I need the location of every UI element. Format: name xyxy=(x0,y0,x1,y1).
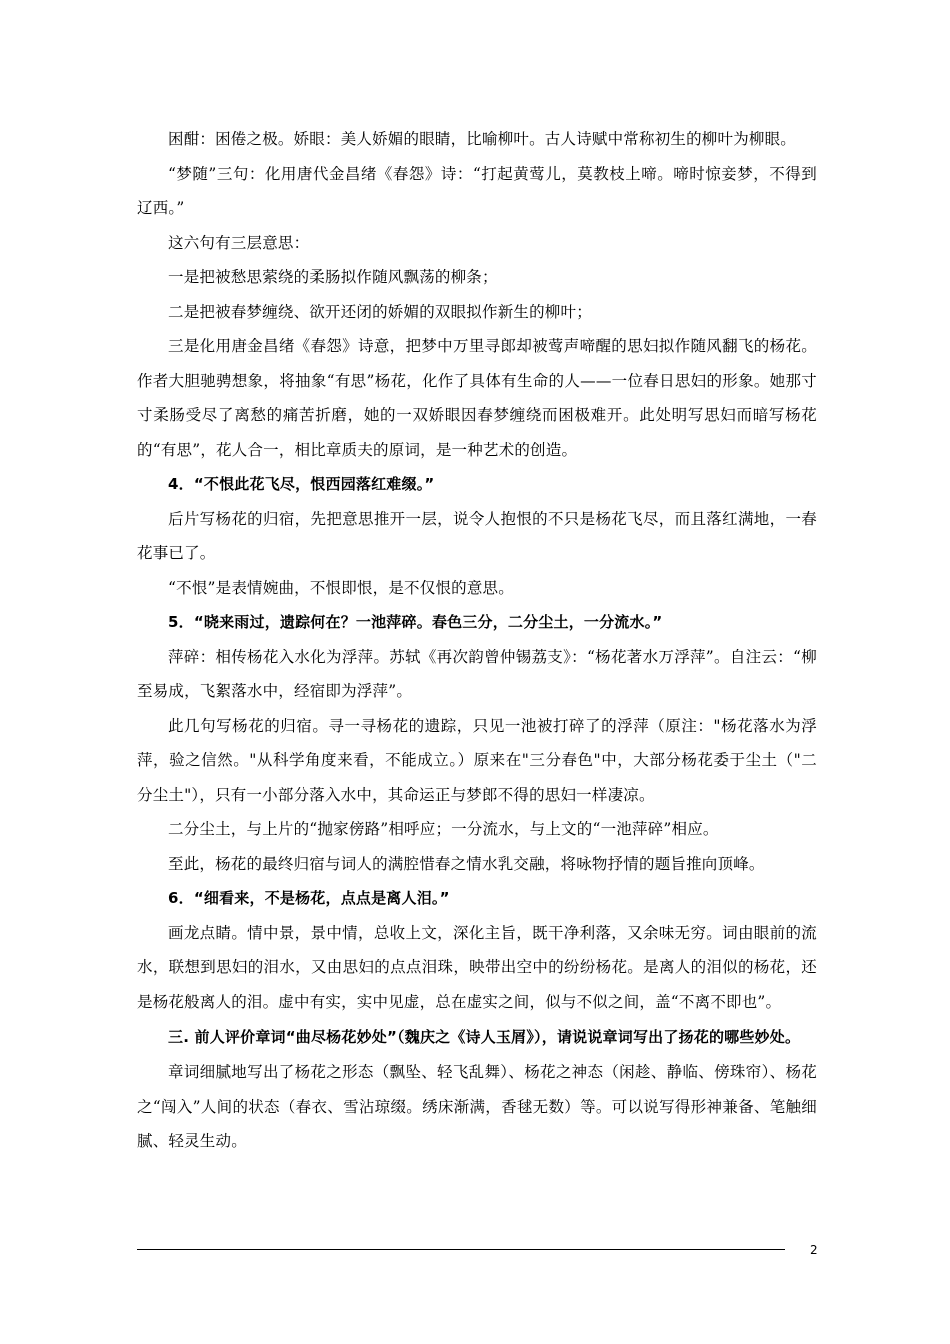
paragraph: 萍碎：相传杨花入水化为浮萍。苏轼《再次韵曾仲锡荔支》：“杨花著水万浮萍”。自注云：“柳至易成，飞絮落水中，经宿即为浮萍”。 xyxy=(137,647,817,700)
paragraph: “梦随”三句：化用唐代金昌绪《春怨》诗：“打起黄莺儿，莫教枝上啼。啼时惊妾梦，不得到辽西。” xyxy=(137,164,817,217)
paragraph: 这六句有三层意思： xyxy=(168,233,310,252)
paragraph: “不恨”是表情婉曲，不恨即恨，是不仅恨的意思。 xyxy=(168,578,514,597)
paragraph: 后片写杨花的归宿，先把意思推开一层，说令人抱恨的不只是杨花飞尽，而且落红满地，一春花事已了。 xyxy=(137,509,817,562)
paragraph: 画龙点睛。情中景，景中情，总收上文，深化主旨，既干净利落，又余味无穷。词由眼前的流水，联想到思妇的泪水，又由思妇的点点泪珠，映带出空中的纷纷杨花。是离人的泪似的杨花，还是杨花般离人的泪。虚中有实，实中见虚，总在虚实之间，似与不似之间，盖“不离不即也”。 xyxy=(137,923,817,1011)
section-heading: 4．“不恨此花飞尽，恨西园落红难缀。” xyxy=(168,475,435,493)
question-heading: 三. 前人评价章词“曲尽杨花妙处”（魏庆之《诗人玉屑》），请说说章词写出了扬花的哪些妙处。 xyxy=(168,1028,801,1046)
paragraph: 章词细腻地写出了杨花之形态（飘坠、轻飞乱舞）、杨花之神态（闲趁、静临、傍珠帘）、杨花之“闯入”人间的状态（春衣、雪沾琼缀。绣床渐满，香毬无数）等。可以说写得形神兼备、笔触细腻、轻灵生动。 xyxy=(137,1063,817,1150)
paragraph: 困酣：困倦之极。娇眼：美人娇媚的眼睛，比喻柳叶。古人诗赋中常称初生的柳叶为柳眼。 xyxy=(168,130,797,148)
paragraph: 二分尘土，与上片的“抛家傍路”相呼应；一分流水，与上文的“一池萍碎”相应。 xyxy=(168,820,719,838)
section-heading: 6．“细看来，不是杨花，点点是离人泪。” xyxy=(168,889,450,907)
paragraph: 此几句写杨花的归宿。寻一寻杨花的遗踪，只见一池被打碎了的浮萍（原注："杨花落水为浮萍，验之信然。"从科学角度来看，不能成立。）原来在"三分春色"中，大部分杨花委于尘土（"二分尘土"），只有一小部分落入水中，其命运正与梦郎不得的思妇一样凄凉。 xyxy=(137,716,817,804)
paragraph: 三是化用唐金昌绪《春怨》诗意，把梦中万里寻郎却被莺声啼醒的思妇拟作随风翻飞的杨花。作者大胆驰骋想象，将抽象“有思”杨花，化作了具体有生命的人——一位春日思妇的形象。她那寸寸柔肠受尽了离愁的痛苦折磨，她的一双娇眼因春梦缠绕而困极难开。此处明写思妇而暗写杨花的“有思”，花人合一，相比章质夫的原词，是一种艺术的创造。 xyxy=(137,337,817,459)
footer-rule xyxy=(137,1249,785,1250)
paragraph: 二是把被春梦缠绕、欲开还闭的娇媚的双眼拟作新生的柳叶； xyxy=(168,302,592,321)
page-number: 2 xyxy=(810,1243,818,1257)
paragraph: 一是把被愁思萦绕的柔肠拟作随风飘荡的柳条； xyxy=(168,268,498,286)
paragraph: 至此，杨花的最终归宿与词人的满腔惜春之情水乳交融，将咏物抒情的题旨推向顶峰。 xyxy=(168,854,765,873)
section-heading: 5．“晓来雨过，遗踪何在？一池萍碎。春色三分，二分尘土，一分流水。” xyxy=(168,613,663,631)
document-body xyxy=(137,122,817,1159)
